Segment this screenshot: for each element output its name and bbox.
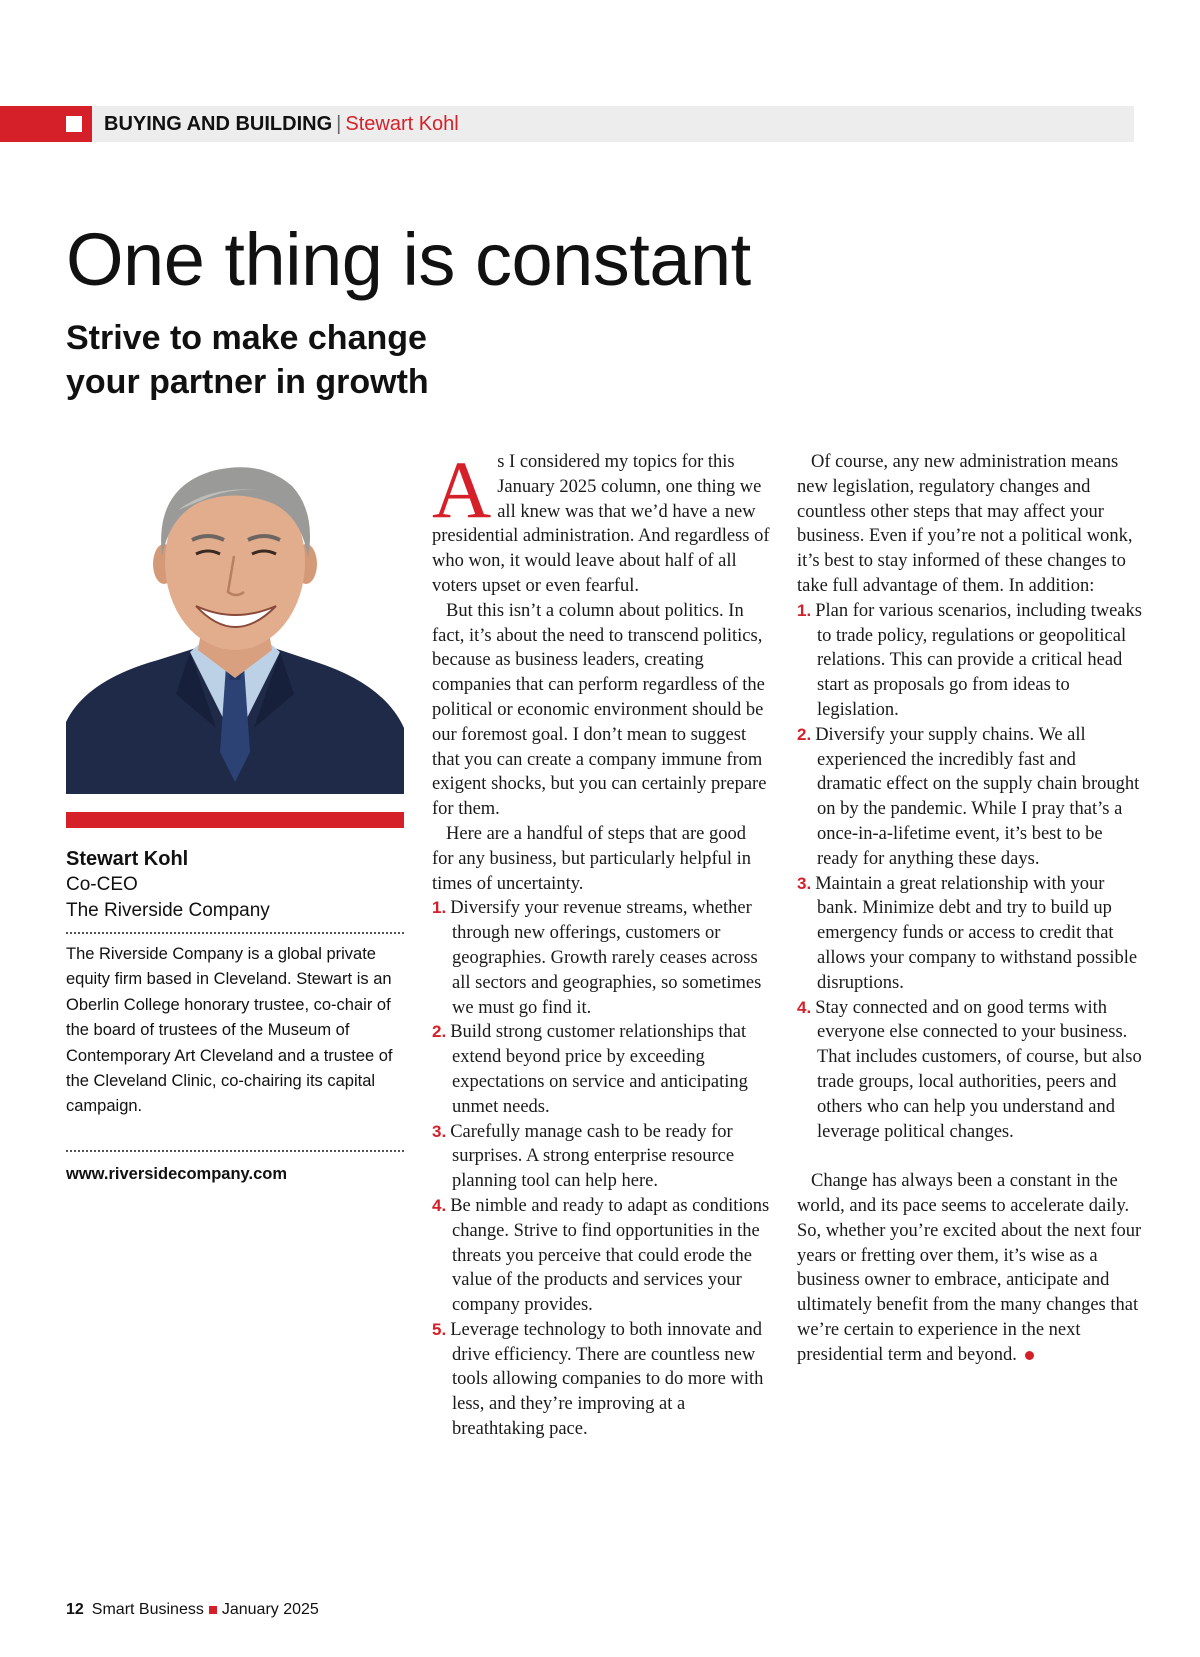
intro-text: s I considered my topics for this January 2025 column, one thing we all knew was that we’d have a new presidential administration. And regardless of who won, it would leave about half of all voters upset or even fearful.: [432, 452, 770, 596]
article-column-2: [797, 450, 1142, 1367]
list-item: [432, 1120, 772, 1194]
list-item: [432, 896, 772, 1020]
list-item: [797, 996, 1142, 1145]
publication-name: Smart Business: [91, 1601, 204, 1618]
list-item-text: Leverage technology to both innovate and drive efficiency. There are countless new tools allowing companies to do more with less, and they’re improving at a breathtaking pace.: [450, 1319, 764, 1440]
author-bio: The Riverside Company is a global private equity firm based in Cleveland. Stewart is an Oberlin College honorary trustee, co-chair of the board of trustees of the Museum of Contemporary Art Cleveland and a trustee of the Cleveland Clinic, co-chairing its capital campaign.: [66, 945, 393, 1116]
list-number: 1.: [432, 898, 447, 918]
list-item-text: Maintain a great relationship with your bank. Minimize debt and try to build up emergency funds or access to credit that allows your company to withstand possible disruptions.: [815, 873, 1138, 993]
business-steps-list: [432, 896, 772, 1442]
issue-date: January 2025: [221, 1601, 319, 1618]
list-item-text: Plan for various scenarios, including tweaks to trade policy, regulations or geopolitical relations. This can provide a critical head start as proposals go from ideas to legislation.: [815, 600, 1142, 720]
list-item-text: Diversify your revenue streams, whether through new offerings, customers or geographies. Growth rarely ceases across all sectors and geographies, so sometimes we must go find it.: [450, 898, 762, 1018]
policy-steps-list: [797, 599, 1142, 1145]
list-number: 3.: [797, 873, 812, 893]
author-name: Stewart Kohl: [66, 848, 189, 870]
list-number: 4.: [797, 997, 812, 1017]
bio-dotted-rule-top: [66, 932, 404, 934]
company-website-link[interactable]: www.riversidecompany.com: [66, 1165, 287, 1183]
list-number: 2.: [797, 724, 812, 744]
list-item: [797, 723, 1142, 872]
footer-square-icon: [209, 1606, 217, 1614]
section-header: [104, 112, 459, 136]
author-role: Co-CEO: [66, 874, 138, 895]
list-item: [432, 1318, 772, 1442]
article-column-1: [432, 444, 772, 1442]
list-item: [432, 1194, 772, 1318]
section-name: BUYING AND BUILDING: [104, 113, 333, 135]
end-mark-icon: [1025, 1351, 1034, 1360]
author-photo: [66, 452, 404, 794]
bio-dotted-rule-bottom: [66, 1150, 404, 1152]
page-footer: [66, 1600, 319, 1620]
list-item-text: Build strong customer relationships that extend beyond price by exceeding expectations on service and anticipating unmet needs.: [450, 1022, 748, 1117]
list-number: 5.: [432, 1319, 447, 1339]
page-number: 12: [66, 1601, 84, 1618]
list-item-text: Be nimble and ready to adapt as conditions change. Strive to find opportunities in the threats you perceive that could erode the value of the products and services your company provides.: [450, 1195, 770, 1316]
author-company: The Riverside Company: [66, 900, 270, 921]
section-separator: |: [336, 113, 342, 135]
subtitle-line-1: Strive to make change: [66, 319, 427, 357]
list-number: 4.: [432, 1195, 447, 1215]
section-author: Stewart Kohl: [345, 113, 459, 135]
drop-cap: A: [432, 444, 492, 535]
list-item-text: Stay connected and on good terms with everyone else connected to your business. That includes customers, of course, but also trade groups, local authorities, peers and others who can help you understand and leverage political changes.: [815, 997, 1142, 1142]
paragraph-3: Here are a handful of steps that are good for any business, but particularly helpful in times of uncertainty.: [432, 823, 752, 894]
closing-text: Change has always been a constant in the world, and its pace seems to accelerate daily. So, whether you’re excited about the next four years or fretting over them, it’s wise as a business owner to embrace, anticipate and ultimately benefit from the many changes that we’re certain to experience in the next presidential term and beyond.: [797, 1171, 1142, 1365]
list-item: [797, 872, 1142, 996]
paragraph-4: Of course, any new administration means new legislation, regulatory changes and countless other steps that may affect your business. Even if you’re not a political wonk, it’s best to stay informed of these changes to take full advantage of them. In addition:: [797, 452, 1133, 596]
paragraph-gap: [797, 1144, 1142, 1169]
article-subtitle: [66, 316, 429, 404]
list-item: [797, 599, 1142, 723]
subtitle-line-2: your partner in growth: [66, 363, 429, 401]
list-item-text: Diversify your supply chains. We all experienced the incredibly fast and dramatic effect on the supply chain brought on by the pandemic. While I pray that’s a once-in-a-lifetime event, it’s best to be ready for anything these days.: [815, 724, 1140, 869]
list-number: 1.: [797, 600, 812, 620]
paragraph-2: But this isn’t a column about politics. In fact, it’s about the need to transcend politics, because as business leaders, creating companies that can perform regardless of the political or economic environment should be our foremost goal. I don’t mean to suggest that you can create a company immune from exigent shocks, but you can certainly prepare for them.: [432, 600, 767, 820]
list-item-text: Carefully manage cash to be ready for surprises. A strong enterprise resource planning tool can help here.: [450, 1121, 735, 1192]
list-item: [432, 1020, 772, 1119]
intro-paragraph: [432, 444, 772, 599]
closing-paragraph: [797, 1169, 1142, 1367]
list-number: 3.: [432, 1121, 447, 1141]
list-number: 2.: [432, 1022, 447, 1042]
section-square-icon: [66, 116, 82, 132]
bio-divider-bar: [66, 812, 404, 828]
article-title: One thing is constant: [66, 218, 751, 301]
